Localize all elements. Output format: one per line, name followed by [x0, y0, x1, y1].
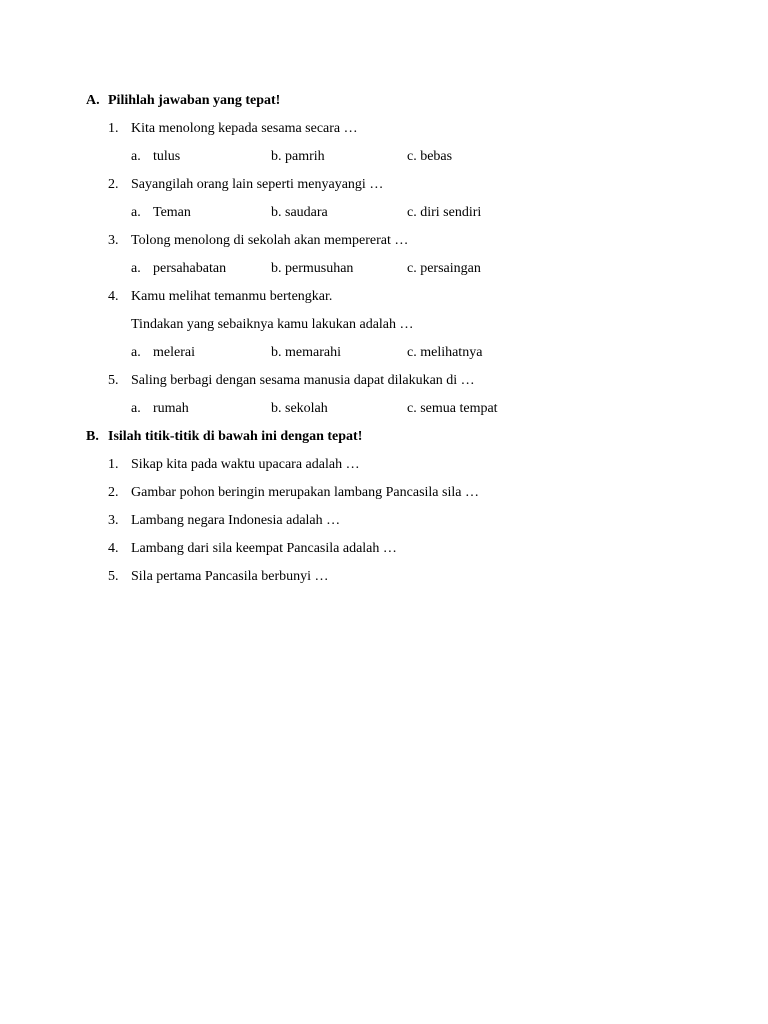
question-number: 3.: [108, 513, 119, 528]
question-text: Lambang negara Indonesia adalah …: [131, 513, 341, 528]
option-b: b. pamrih: [271, 149, 325, 164]
option-a-letter: a.: [131, 401, 141, 416]
option-c: c. semua tempat: [407, 401, 498, 416]
section-b-title: Isilah titik-titik di bawah ini dengan tepat!: [108, 429, 363, 444]
option-a-letter: a.: [131, 205, 141, 220]
option-c: c. melihatnya: [407, 345, 483, 360]
question-text: Saling berbagi dengan sesama manusia dapat dilakukan di …: [131, 373, 475, 388]
option-a: rumah: [153, 401, 189, 416]
question-number: 2.: [108, 177, 119, 192]
question-number: 4.: [108, 289, 119, 304]
question-number: 5.: [108, 569, 119, 584]
question-number: 1.: [108, 457, 119, 472]
option-c: c. persaingan: [407, 261, 481, 276]
question-number: 1.: [108, 121, 119, 136]
option-a: tulus: [153, 149, 181, 164]
question-number: 4.: [108, 541, 119, 556]
option-a: persahabatan: [153, 261, 227, 276]
section-b-letter: B.: [86, 429, 99, 444]
option-a-letter: a.: [131, 345, 141, 360]
question-text: Kamu melihat temanmu bertengkar.: [131, 289, 333, 304]
question-text: Gambar pohon beringin merupakan lambang Pancasila sila …: [131, 485, 479, 500]
option-b: b. saudara: [271, 205, 328, 220]
question-number: 5.: [108, 373, 119, 388]
question-number: 3.: [108, 233, 119, 248]
option-b: b. memarahi: [271, 345, 341, 360]
question-number: 2.: [108, 485, 119, 500]
option-b: b. permusuhan: [271, 261, 354, 276]
section-a-title: Pilihlah jawaban yang tepat!: [108, 93, 281, 108]
question-text: Lambang dari sila keempat Pancasila adalah …: [131, 541, 397, 556]
option-a: melerai: [153, 345, 195, 360]
question-text-line-2: Tindakan yang sebaiknya kamu lakukan adalah …: [131, 317, 414, 332]
option-a-letter: a.: [131, 261, 141, 276]
option-b: b. sekolah: [271, 401, 328, 416]
question-text: Sayangilah orang lain seperti menyayangi …: [131, 177, 384, 192]
option-a-letter: a.: [131, 149, 141, 164]
section-a-letter: A.: [86, 93, 100, 108]
option-c: c. bebas: [407, 149, 453, 164]
question-text: Tolong menolong di sekolah akan mempererat …: [131, 233, 409, 248]
question-text: Sila pertama Pancasila berbunyi …: [131, 569, 329, 584]
option-c: c. diri sendiri: [407, 205, 482, 220]
option-a: Teman: [153, 205, 191, 220]
question-text: Sikap kita pada waktu upacara adalah …: [131, 457, 360, 472]
question-text: Kita menolong kepada sesama secara …: [131, 121, 358, 136]
